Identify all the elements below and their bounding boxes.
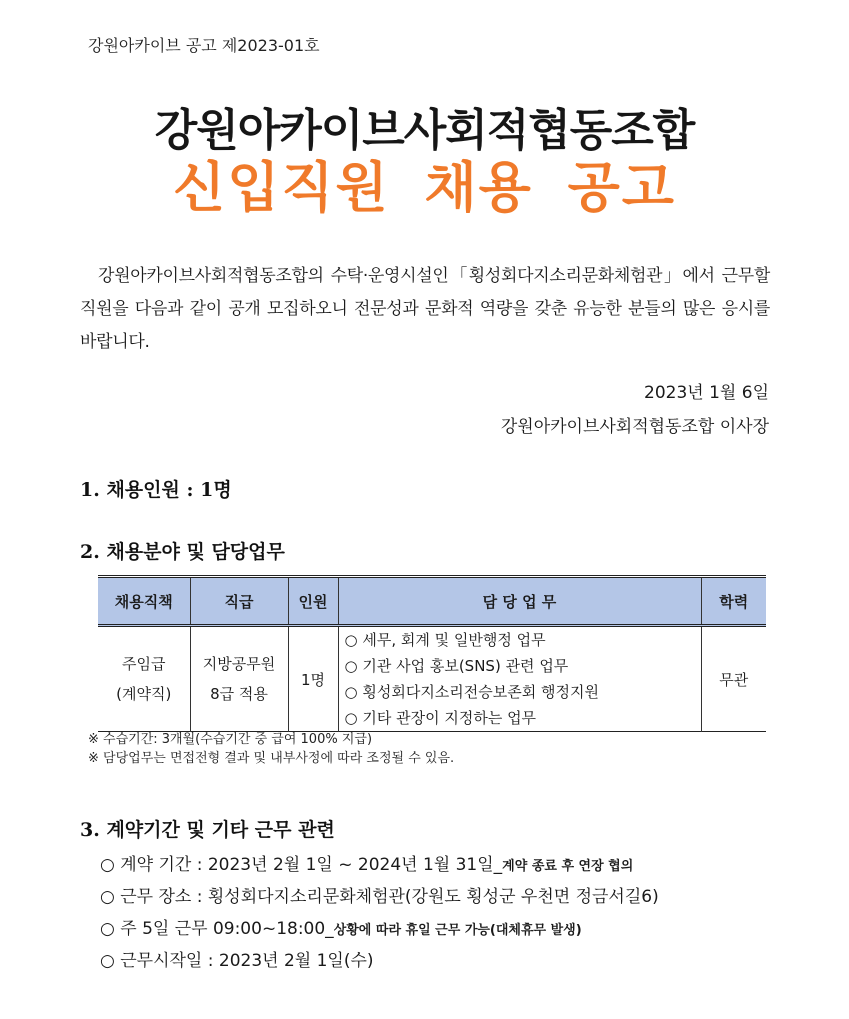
header-grade: 직급 [190,577,288,626]
header-duties: 담 당 업 무 [338,577,701,626]
header-education: 학력 [701,577,766,626]
position-type: (계약직) [116,685,172,703]
signer: 강원아카이브사회적협동조합 이사장 [500,417,769,437]
announcement-date: 2023년 1월 6일 [644,383,769,403]
note-probation: ※ 수습기간: 3개월(수습기간 중 급여 100% 지급) [88,732,373,747]
duty-item: ○ 세무, 회계 및 일반행정 업무 [344,631,546,649]
recruitment-title: 신입직원 채용 공고 [173,156,676,219]
section-heading-contract: 3. 계약기간 및 기타 근무 관련 [80,819,335,841]
cell-grade [190,626,288,732]
table-row [98,626,766,732]
contract-extension-note: 계약 종료 후 연장 협의 [502,859,634,874]
cell-duties [338,626,701,732]
table-header-row [98,577,766,626]
working-hours-item [100,914,659,946]
duty-item: ○ 횡성회다지소리전승보존회 행정지원 [344,683,599,701]
organization-title: 강원아카이브사회적협동조합 [154,105,695,156]
intro-paragraph: 강원아카이브사회적협동조합의 수탁·운영시설인「횡성회다지소리문화체험관」에서 근무할 직원을 다음과 같이 공개 모집하오니 전문성과 문화적 역량을 갖춘 유능한 분들의 많은 응시를 바랍니다. [80,266,770,352]
contract-details [100,850,659,978]
notice-number: 강원아카이브 공고 제2023-01호 [88,36,320,55]
header-position: 채용직책 [98,577,190,626]
cell-count: 1명 [288,626,338,732]
section-heading-headcount: 1. 채용인원 : 1명 [80,479,232,501]
contract-period: ○ 계약 기간 : 2023년 2월 1일 ~ 2024년 1월 31일_ [100,855,503,875]
start-date-item: ○ 근무시작일 : 2023년 2월 1일(수) [100,951,374,971]
duty-item: ○ 기관 사업 홍보(SNS) 관련 업무 [344,657,569,675]
grade-line-1: 지방공무원 [202,655,276,673]
cell-education: 무관 [701,626,766,732]
contract-period-item [100,850,659,882]
workplace-item: ○ 근무 장소 : 횡성회다지소리문화체험관(강원도 횡성군 우천면 정금서길6) [100,887,659,907]
header-count: 인원 [288,577,338,626]
working-hours: ○ 주 5일 근무 09:00~18:00_ [100,919,334,939]
holiday-work-note: 상황에 따라 휴일 근무 가능(대체휴무 발생) [333,923,582,938]
table-notes [88,730,454,768]
duty-item: ○ 기타 관장이 지정하는 업무 [344,709,537,727]
position-title: 주임급 [122,655,166,673]
section-heading-field-duties: 2. 채용분야 및 담당업무 [80,541,285,563]
cell-position [98,626,190,732]
note-duty-adjustment: ※ 담당업무는 면접전형 결과 및 내부사정에 따라 조정될 수 있음. [88,751,455,766]
recruitment-table [98,575,766,732]
grade-line-2: 8급 적용 [210,685,268,703]
